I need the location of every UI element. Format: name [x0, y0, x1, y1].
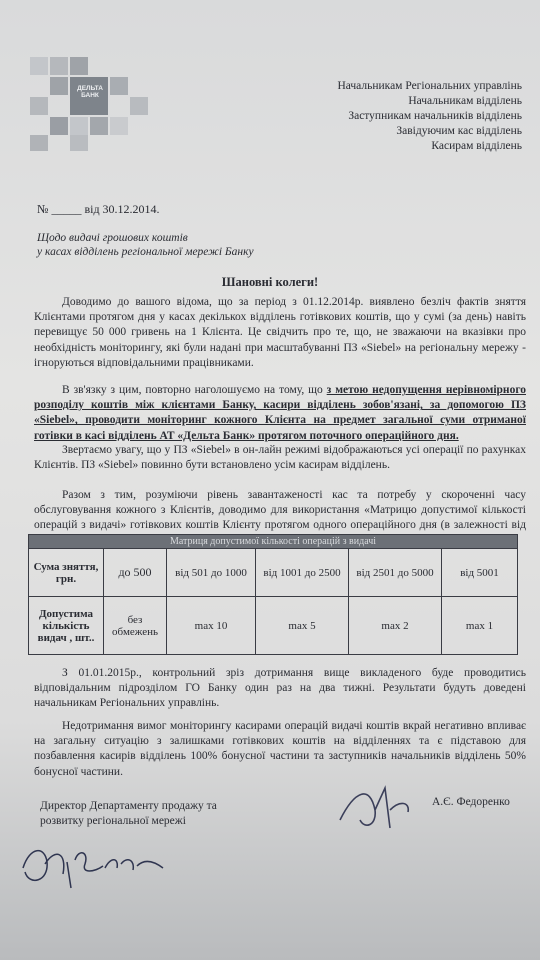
recipient-line: Касирам відділень — [431, 140, 522, 152]
matrix-cell: max 2 — [349, 597, 442, 655]
greeting: Шановні колеги! — [221, 275, 319, 289]
paragraph-1: Доводимо до вашого відома, що за період з 01.12.2014р. виявлено безліч фактів зняття Клієнтами протягом дня у касах декількох відділень готівкових коштів, що у сумі (за день) навіть перевищує 50 000 гривень на 1 Клієнта. Це свідчить про те, що, не зважаючи на вказівки про необхідність моніторингу, які були надані при масштабуванні ПЗ «Siebel» на регіональну мережу - ігноруються відповідальними працівниками. — [34, 296, 526, 369]
matrix-cell: від 5001 — [442, 549, 518, 597]
recipient-line: Начальникам Регіональних управлінь — [337, 80, 522, 92]
matrix-cell: max 5 — [256, 597, 349, 655]
signer-name: А.Є. Федоренко — [432, 796, 510, 808]
matrix-cell: від 1001 до 2500 — [256, 549, 349, 597]
handwritten-mark-image — [15, 838, 175, 893]
paragraph-2-lead: В зв'язку з цим, повторно наголошуємо на тому, що — [62, 384, 327, 396]
matrix-cell: до 500 — [104, 549, 167, 597]
matrix-row-label-amount: Сума зняття, грн. — [29, 549, 104, 597]
bank-logo — [30, 57, 170, 152]
withdrawal-matrix-table — [28, 534, 518, 655]
recipient-line: Завідуючим кас відділень — [396, 125, 522, 137]
paragraph-5: З 01.01.2015р., контрольний зріз дотримання вище викладеного буде проводитись відповідальним підрозділом ГО Банку один раз на два тижні. Результати будуть доведені начальникам Регіональних управлінь. — [34, 667, 526, 710]
matrix-cell: від 501 до 1000 — [167, 549, 256, 597]
signer-title-line-1: Директор Департаменту продажу та — [40, 800, 217, 812]
paragraph-6: Недотримання вимог моніторингу касирами операцій видачі коштів вкрай негативно впливає на загальну ситуацію з залишками готівкових коштів на відділеннях та є підставою для позбавлення касирів відділень 100% бонусної частини та заступників начальників відділень 50% бонусної частини. — [34, 720, 526, 778]
paragraph-4: Разом з тим, розуміючи рівень завантаженості кас та потребу у скороченні часу обслуговування кожного з Клієнтів, доводимо для використання «Матрицю допустимої кількості операцій з видачі» готівкових коштів Клієнту протягом одного операційного дня (в залежності від — [34, 489, 526, 532]
reference-number: № _____ від 30.12.2014. — [37, 202, 160, 216]
signer-title-line-2: розвитку регіональної мережі — [40, 815, 186, 827]
matrix-title: Матриця допустимої кількості операцій з видачі — [29, 535, 518, 549]
subject — [37, 231, 254, 259]
recipient-line: Заступникам начальників відділень — [348, 110, 522, 122]
matrix-cell: max 1 — [442, 597, 518, 655]
recipients-block — [290, 79, 522, 154]
paragraph-2 — [34, 383, 526, 444]
signer-title — [40, 799, 217, 829]
matrix-cell: без обмежень — [104, 597, 167, 655]
subject-line-1: Щодо видачі грошових коштів — [37, 232, 188, 244]
matrix-row-label-count: Допустима кількість видач , шт.. — [29, 597, 104, 655]
subject-line-2: у касах відділень регіональної мережі Банку — [37, 246, 254, 258]
paragraph-3: Звертаємо увагу, що у ПЗ «Siebel» в он-лайн режимі відображаються усі операції по рахунках Клієнтів. ПЗ «Siebel» повинно бути встановлено усім касирам відділень. — [34, 444, 526, 472]
matrix-cell: від 2501 до 5000 — [349, 549, 442, 597]
paragraph-2-emphasis: з метою недопущення нерівномірного розподілу коштів між клієнтами Банку, касири відділень зобов'язані, за допомогою ПЗ «Siebel», проводити моніторинг кожного Клієнта на предмет загальної суми отриманої готівки в касі відділень АТ «Дельта Банк» протягом поточного операційного дня. — [34, 384, 526, 442]
logo-text: ДЕЛЬТА БАНК — [77, 85, 103, 99]
signature-image — [330, 780, 420, 840]
matrix-cell: max 10 — [167, 597, 256, 655]
recipient-line: Начальникам відділень — [408, 95, 522, 107]
